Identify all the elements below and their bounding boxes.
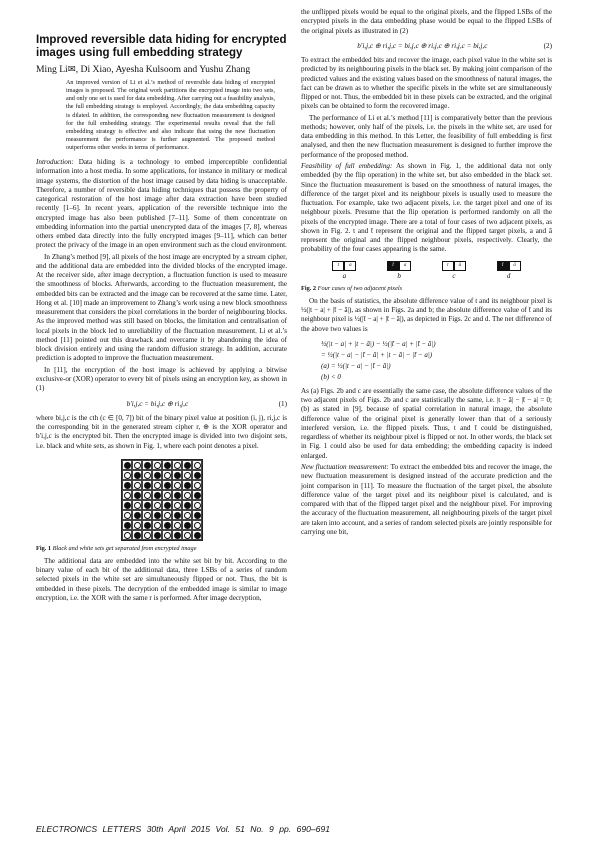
black-set-pixel bbox=[124, 462, 131, 469]
white-set-pixel bbox=[124, 472, 131, 479]
figure-1-pixel bbox=[122, 510, 132, 520]
black-set-pixel bbox=[144, 482, 151, 489]
equation-2 bbox=[301, 42, 552, 51]
figure-2-label: Fig. 2 bbox=[301, 284, 317, 292]
figure-1-pixel bbox=[192, 520, 202, 530]
derivation-line-2: = ½(|t − a| − |t̄ − ā| + |t − ā| − |t̄ − a|) bbox=[321, 350, 433, 359]
figure-1-pixel bbox=[142, 500, 152, 510]
figure-1-caption-text: Black and white sets get separated from encrypted image bbox=[52, 544, 197, 552]
fluctuation-label: New fluctuation measurement: bbox=[301, 463, 389, 472]
figure-1-pixel bbox=[162, 530, 172, 540]
figure-1-pixel bbox=[182, 520, 192, 530]
figure-1-grid bbox=[121, 459, 203, 541]
figure-1-pixel bbox=[142, 510, 152, 520]
black-set-pixel bbox=[144, 462, 151, 469]
figure-1-pixel bbox=[162, 480, 172, 490]
derivation-line-3: (a) = ½(|t − a| − |t̄ − ā|) bbox=[321, 361, 391, 370]
figure-1-pixel bbox=[122, 490, 132, 500]
right-column bbox=[301, 8, 552, 539]
unflipped-paragraph: the unflipped pixels would be equal to the original pixels, and the flipped LSBs of the encrypted pixels in the data embedding phase would be equal to the flipped LSBs of the original pixels as illustrated in (2) bbox=[301, 8, 552, 35]
figure-1-pixel bbox=[152, 460, 162, 470]
figure-2-pixel: t̄ bbox=[387, 261, 399, 271]
black-set-pixel bbox=[194, 532, 201, 539]
figure-1-pixel bbox=[182, 490, 192, 500]
journal-footer: ELECTRONICS LETTERS 30th April 2015 Vol. 51 No. 9 pp. 690–691 bbox=[36, 824, 330, 834]
feasibility-paragraph bbox=[301, 162, 552, 255]
figure-1-pixel bbox=[132, 500, 142, 510]
extraction-paragraph: To extract the embedded bits and recover the image, each pixel value in the white set is predicted by its neighbouring pixels in the black set. By making joint comparison of the predicted values and the existing values based on the smoothness of natural images, the fact can be drawn as to whether the specific pixels in the white set are simultaneously flipped or not. Thus, the embedded bit in these pixels can be extracted, and the original pixels can be obtained to form the recovered image. bbox=[301, 56, 552, 111]
white-set-pixel bbox=[154, 502, 161, 509]
figure-1-pixel bbox=[162, 460, 172, 470]
white-set-pixel bbox=[174, 462, 181, 469]
white-set-pixel bbox=[174, 482, 181, 489]
figure-1-pixel bbox=[142, 480, 152, 490]
paper-authors: Ming Li✉, Di Xiao, Ayesha Kulsoom and Yushu Zhang bbox=[36, 64, 251, 76]
figure-1-pixel bbox=[172, 520, 182, 530]
figure-1-pixel bbox=[122, 480, 132, 490]
derivation bbox=[321, 339, 552, 383]
feasibility-text: As shown in Fig. 1, the additional data not only embedded (by the flip operation) in the white set, but also embedded in the black set. Since the fluctuation measurement is based on the smoothness of natural images, the difference of the target pixel and its neighbour pixels is usually used to measure the fluctuation. For example, take two adjacent pixels, i.e. the target pixel and one of its neighbour pixels. Presume that the flip operation is performed randomly on all the pixels of the encrypted image. There are a total of four cases of two adjacent pixels, as shown in Fig. 2. t and t̄ represent the original and the flipped target pixels, a and ā represent the original and the flipped neighbour pixels, respectively. Clearly, the probability of the four cases appearing is the same. bbox=[301, 162, 552, 254]
white-set-pixel bbox=[164, 472, 171, 479]
fluctuation-text: To extract the embedded bits and recover the image, the new fluctuation measurement is designed instead of the accurate prediction and the joint comparison in [11]. To measure the fluctuation of the target pixel, the absolute difference value of the target pixel and its neighbour pixel is calculated, and is compared with that of the flipped target pixel and the neighbour pixel. For improving the accuracy of the fluctuation measurement, all neighbouring pixels of the target pixel are taken into account, and a series of random selected pixels are jointly responsible for carrying one bit, bbox=[301, 463, 552, 536]
white-set-pixel bbox=[134, 522, 141, 529]
figure-1-pixel bbox=[132, 530, 142, 540]
white-set-pixel bbox=[194, 462, 201, 469]
derivation-line-4: (b) < 0 bbox=[321, 372, 341, 381]
figure-1 bbox=[36, 459, 287, 553]
black-set-pixel bbox=[194, 512, 201, 519]
black-set-pixel bbox=[134, 512, 141, 519]
figure-2-case bbox=[332, 261, 356, 281]
figure-1-pixel bbox=[192, 490, 202, 500]
paper-title: Improved reversible data hiding for encrypted images using full embedding strategy bbox=[36, 34, 287, 59]
figure-2-case-tag: d bbox=[506, 271, 511, 280]
figure-1-pixel bbox=[132, 490, 142, 500]
figure-1-pixel bbox=[192, 460, 202, 470]
black-set-pixel bbox=[154, 492, 161, 499]
white-set-pixel bbox=[154, 482, 161, 489]
equation-1-number: (1) bbox=[278, 399, 287, 408]
figure-1-pixel bbox=[192, 500, 202, 510]
figure-1-pixel bbox=[152, 510, 162, 520]
figure-2-pixel: t̄ bbox=[497, 261, 509, 271]
black-set-pixel bbox=[164, 462, 171, 469]
figure-1-pixel bbox=[162, 500, 172, 510]
figure-1-pixel bbox=[152, 530, 162, 540]
figure-1-pixel bbox=[152, 470, 162, 480]
white-set-pixel bbox=[184, 532, 191, 539]
figure-1-pixel bbox=[152, 490, 162, 500]
black-set-pixel bbox=[184, 482, 191, 489]
black-set-pixel bbox=[194, 492, 201, 499]
white-set-pixel bbox=[144, 472, 151, 479]
figure-2-case-tag: b bbox=[397, 271, 401, 280]
figure-1-pixel bbox=[142, 460, 152, 470]
white-set-pixel bbox=[194, 522, 201, 529]
figure-2-pixel: a bbox=[399, 261, 411, 271]
black-set-pixel bbox=[144, 502, 151, 509]
figure-1-pixel bbox=[172, 500, 182, 510]
figure-1-pixel bbox=[192, 480, 202, 490]
figure-1-pixel bbox=[172, 510, 182, 520]
equation-1-body: b′i,j,c = bi,j,c ⊕ ri,j,c bbox=[126, 399, 189, 408]
black-set-pixel bbox=[174, 492, 181, 499]
figure-1-pixel bbox=[182, 500, 192, 510]
white-set-pixel bbox=[134, 482, 141, 489]
figure-1-pixel bbox=[182, 470, 192, 480]
white-set-pixel bbox=[164, 492, 171, 499]
figure-1-pixel bbox=[172, 480, 182, 490]
figure-1-pixel bbox=[152, 520, 162, 530]
abstract: An improved version of Li et al.’s method of reversible data hiding of encrypted images is proposed. The original work partitions the encrypted image into two sets, and only one set is used for data embedding. After carrying out a feasibility analysis, the full embedding strategy is employed. Accordingly, the data embedding capacity is dilated. In addition, the corresponding new fluctuation measurement is designed for the full embedding strategy. The experimental results reveal that the full embedding strategy is effective and also indicate that using the new fluctuation measurement the performance is further augmented. The proposed method outperforms other works in terms of performance. bbox=[66, 80, 275, 151]
figure-1-pixel bbox=[192, 470, 202, 480]
white-set-pixel bbox=[194, 482, 201, 489]
figure-1-pixel bbox=[172, 460, 182, 470]
figure-1-pixel bbox=[162, 510, 172, 520]
feasibility-label: Feasibility of full embedding: bbox=[301, 162, 393, 171]
black-set-pixel bbox=[174, 532, 181, 539]
white-set-pixel bbox=[194, 502, 201, 509]
performance-paragraph: The performance of Li et al.’s method [11] is comparatively better than the previous methods; however, only half of the pixels, i.e. the pixels in the white set, are used for data embedding in this method. In this Letter, the feasibility of full embedding is first analysed, and then the new fluctuation measurement is designed to further improve the performance of the proposed method. bbox=[301, 113, 552, 159]
figure-2-pixel: a bbox=[344, 261, 356, 271]
white-set-pixel bbox=[154, 462, 161, 469]
black-set-pixel bbox=[144, 522, 151, 529]
figure-1-pixel bbox=[122, 500, 132, 510]
black-set-pixel bbox=[154, 512, 161, 519]
intro-label: Introduction: bbox=[36, 158, 74, 167]
black-set-pixel bbox=[134, 532, 141, 539]
figure-1-pixel bbox=[172, 470, 182, 480]
embedding-paragraph: The additional data are embedded into the white set bit by bit. According to the binary value of each bit of the additional data, three LSBs of a series of random selected pixels in the white set are simultaneously flipped or not. Thus, the bit is embedded in these pixels. The decryption of the embedded image is similar to image encryption, i.e. the XOR with the same r is performed. After image decryption, bbox=[36, 556, 287, 602]
white-set-pixel bbox=[184, 492, 191, 499]
white-set-pixel bbox=[154, 522, 161, 529]
equation-2-number: (2) bbox=[543, 41, 552, 50]
white-set-pixel bbox=[144, 532, 151, 539]
figure-1-pixel bbox=[142, 530, 152, 540]
figure-1-pixel bbox=[132, 510, 142, 520]
figure-2-case-tag: a bbox=[342, 271, 347, 280]
figure-2-caption-text: Four cases of two adjacent pixels bbox=[317, 284, 403, 292]
white-set-pixel bbox=[184, 472, 191, 479]
black-set-pixel bbox=[164, 482, 171, 489]
black-set-pixel bbox=[184, 502, 191, 509]
white-set-pixel bbox=[124, 532, 131, 539]
figure-1-pixel bbox=[132, 460, 142, 470]
white-set-pixel bbox=[164, 532, 171, 539]
where-paragraph: where bi,j,c is the cth (c ∈ [0, 7]) bit of the binary pixel value at position (i, j), ri,j,c is the corresponding bit in the generated stream cipher r, ⊕ is the XOR operator and b′i,j,c is the encrypted bit. Then the encrypted image is divided into two disjoint sets, i.e. black and white sets, as shown in Fig. 1, where each point denotes a pixel. bbox=[36, 413, 287, 450]
figure-1-pixel bbox=[172, 490, 182, 500]
white-set-pixel bbox=[144, 492, 151, 499]
black-set-pixel bbox=[154, 532, 161, 539]
white-set-pixel bbox=[124, 512, 131, 519]
equation-2-body: b′i,j,c ⊕ ri,j,c = bi,j,c ⊕ ri,j,c ⊕ ri,j,c = bi,j,c bbox=[357, 41, 488, 50]
black-set-pixel bbox=[154, 472, 161, 479]
black-set-pixel bbox=[134, 492, 141, 499]
figure-1-pixel bbox=[142, 520, 152, 530]
figure-2-caption bbox=[301, 285, 552, 293]
figure-1-pixel bbox=[132, 520, 142, 530]
left-column bbox=[36, 34, 287, 605]
figure-1-pixel bbox=[132, 470, 142, 480]
figure-1-pixel bbox=[142, 470, 152, 480]
white-set-pixel bbox=[144, 512, 151, 519]
encryption-paragraph: In [11], the encryption of the host image is achieved by applying a bitwise exclusive-or (XOR) operator to every bit of pixels using an encryption key, as shown in (1) bbox=[36, 365, 287, 393]
white-set-pixel bbox=[134, 502, 141, 509]
intro-paragraph bbox=[36, 158, 287, 251]
figure-1-pixel bbox=[172, 530, 182, 540]
figure-1-pixel bbox=[162, 520, 172, 530]
black-set-pixel bbox=[194, 472, 201, 479]
figure-1-pixel bbox=[122, 470, 132, 480]
statistics-paragraph: On the basis of statistics, the absolute difference value of t and its neighbour pixel is ½(|t − a| + |t̄ − ā|), as shown in Figs. 2a and b; the absolute difference value of t̄ and its neighbour pixel is ½(|t̄ − a| + |t̄ − ā|), as depicted in Figs. 2c and d. The net difference of the above two values is bbox=[301, 296, 552, 333]
black-set-pixel bbox=[174, 472, 181, 479]
figure-2 bbox=[301, 261, 552, 293]
fluctuation-paragraph bbox=[301, 463, 552, 537]
black-set-pixel bbox=[124, 502, 131, 509]
figure-1-label: Fig. 1 bbox=[36, 544, 52, 552]
figure-2-case bbox=[497, 261, 521, 281]
white-set-pixel bbox=[184, 512, 191, 519]
figure-2-pixel: t bbox=[442, 261, 454, 271]
figure-1-pixel bbox=[192, 530, 202, 540]
black-set-pixel bbox=[124, 522, 131, 529]
figure-1-pixel bbox=[182, 480, 192, 490]
black-set-pixel bbox=[174, 512, 181, 519]
figure-1-pixel bbox=[122, 460, 132, 470]
figure-1-pixel bbox=[122, 520, 132, 530]
figure-1-pixel bbox=[122, 530, 132, 540]
black-set-pixel bbox=[134, 472, 141, 479]
figure-1-pixel bbox=[182, 530, 192, 540]
figure-1-pixel bbox=[182, 460, 192, 470]
zhang-paragraph: In Zhang’s method [9], all pixels of the host image are encrypted by a stream cipher, and the additional data are embedded into the divided blocks of the encrypted image. At the receiver side, after image decryption, a fluctuation function is used to measure the smoothness of blocks. Afterwards, according to the fluctuation measurement, the embedded bits can be extracted and the image can be recovered at the same time. Later, Hong et al. [10] made an improvement to Zhang’s work using a new block smoothness measurement that considers the pixel correlations in the border of neighbouring blocks. As the improved method was still based on blocks, the limitation and centralisation of local pixels in the block led to unreliability of the fluctuation measurement. Li et al.’s method [11] pointed out this drawback and overcame it by abandoning the idea of block division entirely and using the random diffusion strategy. In addition, accurate prediction is adopted to improve the fluctuation measurement. bbox=[36, 252, 287, 363]
analysis-paragraph: As (a) Figs. 2b and c are essentially the same case, the absolute difference values of the two adjacent pixels of Figs. 2b and c are statistically the same, i.e. |t − ā| − |t̄ − a| = 0; (b) as stated in [9], because of spatial correlation in natural image, the absolute difference value of the original pixel is generally lower than that of a seriously interfered version, i.e. the flipped pixels. Thus, t and t̄ could be distinguished, regardless of whether its neighbour pixel is flipped or not. In other words, the black set in Fig. 1 could also be used for data embedding; the embedding capacity is indeed enlarged. bbox=[301, 386, 552, 460]
white-set-pixel bbox=[174, 522, 181, 529]
figure-1-pixel bbox=[142, 490, 152, 500]
figure-2-case bbox=[442, 261, 466, 281]
figure-2-pixel: t bbox=[332, 261, 344, 271]
figure-1-caption bbox=[36, 545, 287, 553]
figure-1-pixel bbox=[192, 510, 202, 520]
black-set-pixel bbox=[184, 522, 191, 529]
figure-1-pixel bbox=[162, 490, 172, 500]
black-set-pixel bbox=[164, 522, 171, 529]
black-set-pixel bbox=[124, 482, 131, 489]
black-set-pixel bbox=[184, 462, 191, 469]
figure-1-pixel bbox=[182, 510, 192, 520]
black-set-pixel bbox=[164, 502, 171, 509]
figure-1-pixel bbox=[152, 500, 162, 510]
figure-2-case-tag: c bbox=[452, 271, 456, 280]
equation-1 bbox=[36, 400, 287, 409]
figure-1-pixel bbox=[152, 480, 162, 490]
white-set-pixel bbox=[134, 462, 141, 469]
white-set-pixel bbox=[124, 492, 131, 499]
figure-1-pixel bbox=[132, 480, 142, 490]
white-set-pixel bbox=[174, 502, 181, 509]
figure-1-pixel bbox=[162, 470, 172, 480]
derivation-line-1: ½(|t − a| + |t − ā|) − ½(|t̄ − a| + |t̄ − ā|) bbox=[321, 339, 436, 348]
figure-2-case bbox=[387, 261, 411, 281]
white-set-pixel bbox=[164, 512, 171, 519]
intro-text: Data hiding is a technology to embed imperceptible confidential information into a host media. In some applications, for instance in military or medical image systems, the distortion of the host image caused by data hiding is unacceptable. Therefore, a number of reversible data hiding techniques that possess the property of categorical restoration of the host image after data extraction have been studied recently [1–6]. In recent years, application of the reversible technique into the encrypted image has also been published [7–11]. Some of them concentrate on embedding information into the partial unencrypted data of the images [7, 8], whereas others embed data directly into the fully encrypted images [9–11], which can better protect the privacy of the image in an open environment such as the cloud environment. bbox=[36, 158, 287, 250]
figure-2-pixel: ā bbox=[454, 261, 466, 271]
figure-2-cases bbox=[301, 261, 552, 281]
figure-2-pixel: ā bbox=[509, 261, 521, 271]
